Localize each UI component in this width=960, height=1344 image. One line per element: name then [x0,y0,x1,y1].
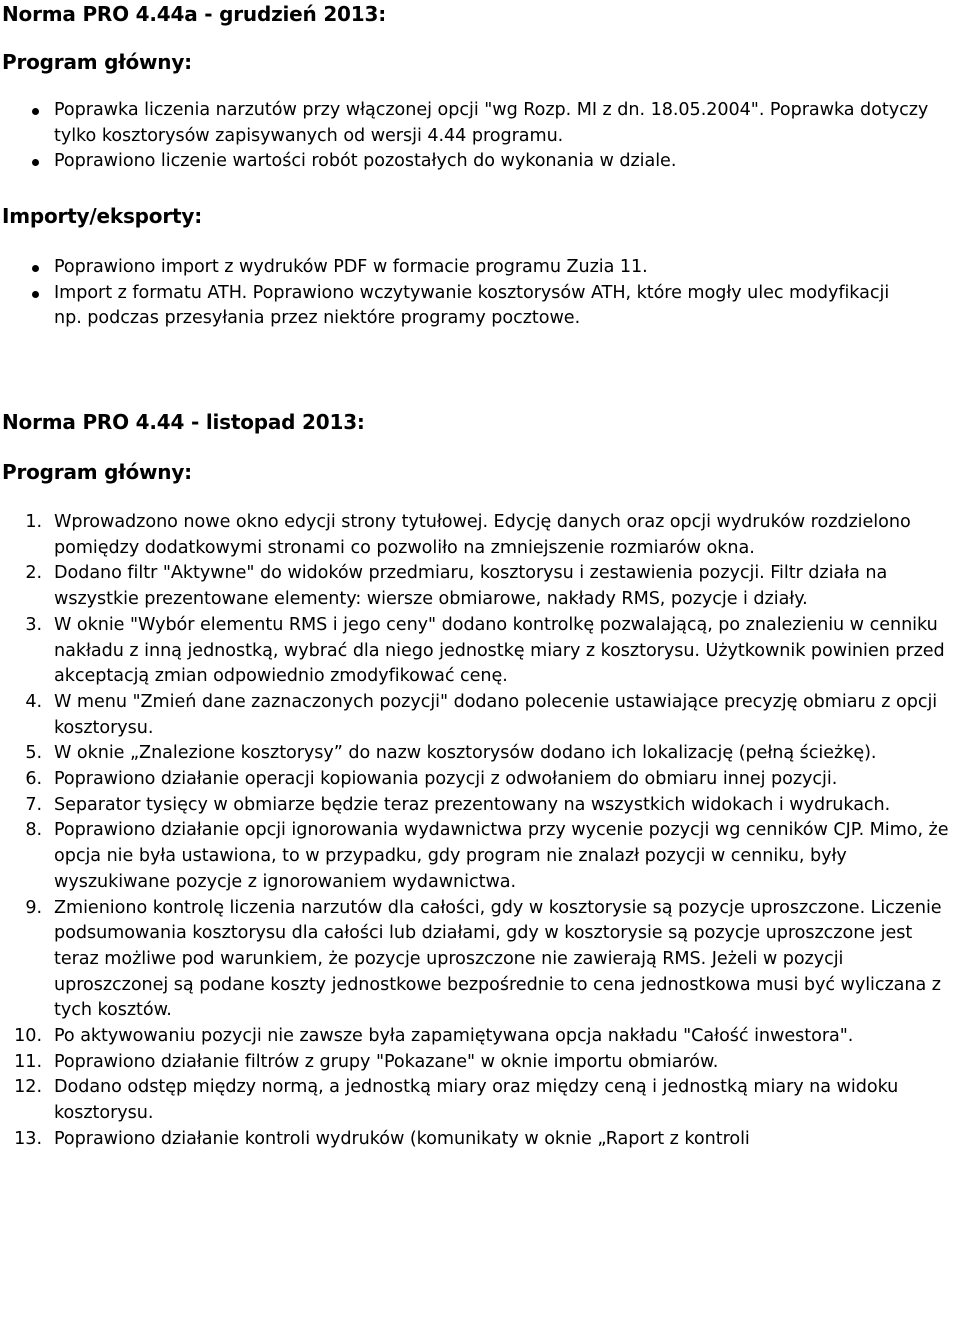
item-text: W menu "Zmień dane zaznaczonych pozycji" dodano polecenie ustawiające precyzję obmiaru z opcji kosztorysu. [54,691,938,738]
changes-numbered-list [2,510,960,1153]
item-text: Separator tysięcy w obmiarze będzie teraz prezentowany na wszystkich widokach i wydrukach. [54,794,891,815]
main-program-heading-2: Program główny: [2,460,192,484]
item-number: 8. [25,820,42,841]
list-item: Poprawka liczenia narzutów przy włączonej opcji "wg Rozp. MI z dn. 18.05.2004". Poprawka dotyczy tylko kosztorysów zapisywanych od wersji 4.44 programu. [2,98,960,149]
item-text: Dodano filtr "Aktywne" do widoków przedmiaru, kosztorysu i zestawienia pozycji. Filtr działa na wszystkie prezentowane elementy: wiersze obmiarowe, nakłady RMS, pozycje i działy. [54,563,888,610]
import-export-list [2,255,902,332]
numbered-list-item [2,1075,960,1126]
numbered-list-item [2,510,960,561]
import-export-heading: Importy/eksporty: [2,204,202,228]
item-number: 10. [14,1026,42,1047]
item-text: W oknie „Znalezione kosztorysy” do nazw kosztorysów dodano ich lokalizację (pełną ścieżkę). [54,743,877,764]
numbered-list-item [2,818,960,895]
item-number: 7. [25,794,42,815]
item-text: Po aktywowaniu pozycji nie zawsze była zapamiętywana opcja nakładu "Całość inwestora". [54,1026,854,1047]
numbered-list-item [2,561,960,612]
numbered-list-item [2,741,960,767]
numbered-list-item [2,767,960,793]
item-text: W oknie "Wybór elementu RMS i jego ceny" dodano kontrolkę pozwalającą, po znalezieniu w cenniku nakładu z inną jednostką, wybrać dla niego jednostkę miary z kosztorysu. Użytkownik powinien przed akceptacją zmian odpowiednio zmodyfikować cenę. [54,614,945,687]
item-number: 12. [14,1077,42,1098]
item-text: Zmieniono kontrolę liczenia narzutów dla całości, gdy w kosztorysie są pozycje uproszczone. Liczenie podsumowania kosztorysu dla całości lub działami, gdy w kosztorysie są pozycje uproszczone jest teraz możliwe pod warunkiem, że pozycje uproszczone nie zawierają RMS. Jeżeli w pozycji uproszczonej są podane koszty jednostkowe bezpośrednie to cena jednostkowa musi być wyliczana z tych kosztów. [54,897,942,1021]
numbered-list-item [2,1024,960,1050]
item-text: Wprowadzono nowe okno edycji strony tytułowej. Edycję danych oraz opcji wydruków rozdzielono pomiędzy dodatkowymi stronami co pozwoliło na zmniejszenie rozmiarów okna. [54,512,911,558]
list-item: Poprawiono liczenie wartości robót pozostałych do wykonania w dziale. [2,149,960,175]
list-item: Poprawiono import z wydruków PDF w formacie programu Zuzia 11. [2,255,902,281]
item-number: 5. [25,743,42,764]
main-program-list-1 [2,98,960,175]
numbered-list-item [2,613,960,690]
item-text: Poprawiono działanie kontroli wydruków (komunikaty w oknie „Raport z kontroli [54,1128,750,1149]
item-text: Dodano odstęp między normą, a jednostką miary oraz między ceną i jednostką miary na widoku kosztorysu. [54,1077,899,1124]
item-number: 9. [25,897,42,918]
numbered-list-item [2,793,960,819]
item-text: Poprawiono działanie operacji kopiowania pozycji z odwołaniem do obmiaru innej pozycji. [54,769,838,790]
list-item: Import z formatu ATH. Poprawiono wczytywanie kosztorysów ATH, które mogły ulec modyfikacji np. podczas przesyłania przez niektóre programy pocztowe. [2,281,902,332]
item-number: 6. [25,769,42,790]
main-program-heading-1: Program główny: [2,50,192,74]
numbered-list-item [2,896,960,1025]
item-number: 11. [14,1051,42,1072]
item-number: 2. [25,563,42,584]
item-number: 4. [25,691,42,712]
item-number: 3. [25,614,42,635]
numbered-list-item [2,690,960,741]
item-text: Poprawiono działanie opcji ignorowania wydawnictwa przy wycenie pozycji wg cenników CJP. Mimo, że opcja nie była ustawiona, to w przypadku, gdy program nie znalazł pozycji w cenniku, były wyszukiwane pozycje z ignorowaniem wydawnictwa. [54,820,949,892]
item-number: 1. [25,512,42,532]
numbered-list-item [2,1127,960,1153]
section-title-4-44: Norma PRO 4.44 - listopad 2013: [2,410,365,434]
item-number: 13. [14,1128,42,1149]
item-text: Poprawiono działanie filtrów z grupy "Pokazane" w oknie importu obmiarów. [54,1051,719,1072]
numbered-list-item [2,1050,960,1076]
section-title-4-44a: Norma PRO 4.44a - grudzień 2013: [2,2,386,26]
